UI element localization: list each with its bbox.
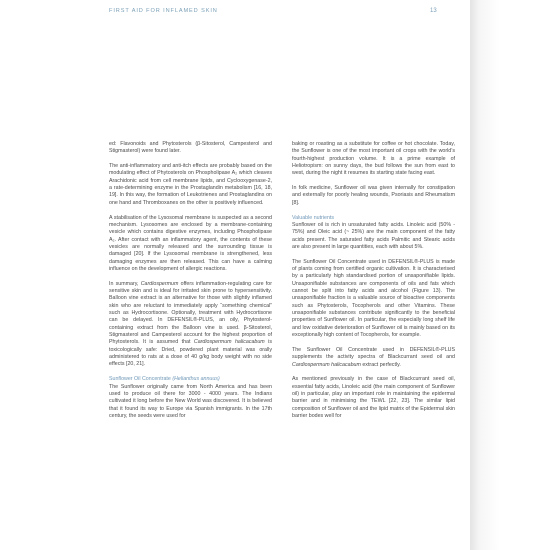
page-edge-shadow — [470, 0, 550, 550]
paragraph: As mentioned previously in the case of Blackcurrant seed oil, essential fatty acids, Linoleic acid (the main component of Sunflower oil) in particular, play an important role in maintaining the epidermal barrier and in minimising the TEWL [22, 23]. The similar lipid composition of Sunflower oil and the lipid matrix of the Epidermal skin barrier bodes well for — [292, 376, 455, 419]
section-heading: Valuable nutrients — [292, 214, 335, 221]
running-head: FIRST AID FOR INFLAMED SKIN — [109, 8, 218, 14]
paragraph: baking or roasting as a substitute for coffee or hot chocolate. Today, the Sunflower is one of the most important oil crops with the world’s fourth-highest production volume. It is a prime example of Heliotropism: on sunny days, the bud follows the sun from east to west, during the night it resumes its starting state facing east. — [292, 141, 455, 177]
paragraph: The Sunflower originally came from North America and has been used to produce oil there for 3000 - 4000 years. The Indians cultivated it long before the New World was discovered. It is believed that it found its way to Europe via Spanish immigrants. In the 17th century, the seeds were used for — [109, 383, 272, 419]
right-column — [292, 141, 455, 428]
page-header — [0, 0, 470, 22]
paragraph: The Sunflower Oil Concentrate used in DEFENSIL®-PLUS supplements the activity spectra of Blackcurrant seed oil and Cardiospermum halicacabum extract perfectly. — [292, 346, 455, 368]
paragraph: The Sunflower Oil Concentrate used in DEFENSIL®-PLUS is made of plants coming from certified organic cultivation. It is characterised by a particularly high standardised portion of unsaponifiable lipids. Unsaponifiable substances are components of oils and fats which cannot be split into fatty acids and alcohol (Figure 13). The unsaponifiable fraction is a valuable source of bioactive components such as Phytosterols, Tocopherols and other Vitamins. These unsaponifiable substances contribute significantly to the beneficial properties of Sunflower oil. In particular, the especially long shelf life and low oxidative deterioration of Sunflower oil is mainly based on its exceptionally high content of Tocopherols, for example. — [292, 258, 455, 339]
paragraph: In summary, Cardiospermum offers inflammation-regulating care for sensitive skin and is ideal for irritated skin prone to hypersensitivity. Balloon vine extract is an alternative for those with slightly inflamed skin who are reluctant to immediately apply “something chemical” such as Hydrocortisone. Optionally, treatment with Hydrocortisone can be delayed. In DEFENSIL®-PLUS, an oily, Phytosterol-containing extract from the Balloon vine is used. β-Sitosterol, Stigmasterol and Campesterol account for the highest proportion of Phytosterols. It is assumed that Cardiospermum halicacabum is toxicologically safe: Dried, powdered plant material was orally administered to rats at a dose of 40 g/kg body weight with no side effects [20, 21]. — [109, 280, 272, 368]
left-column — [109, 141, 272, 428]
section-heading: Sunflower Oil Concentrate (Helianthus annuus) — [109, 376, 220, 383]
paragraph: Sunflower oil is rich in unsaturated fatty acids. Linoleic acid (50% - 75%) and Oleic acid (~ 25%) are the main component of the fatty acids present. The saturated fatty acids Palmitic and Stearic acids are also present in large quantities, each with about 5%. — [292, 221, 455, 250]
paragraph: In folk medicine, Sunflower oil was given internally for constipation and externally for poorly healing wounds, Psoriasis and Rheumatism [8]. — [292, 185, 455, 206]
paragraph: The anti-inflammatory and anti-itch effects are probably based on the modulating effect of Phytosterols on Phospholipase A₂ which cleaves Arachidonic acid from cell membrane lipids, and Cyclooxygenase-2, a rate-determining enzyme in the Prostaglandin metabolism [16, 18, 19]. In this way, the formation of Leukotrienes and Prostaglandins on one hand and Thromboxanes on the other is positively influenced. — [109, 163, 272, 206]
page-number: 13 — [430, 8, 437, 14]
paragraph: A stabilisation of the Lysosomal membrane is suspected as a second mechanism. Lysosomes are enclosed by a membrane-containing vesicle which contains digestive enzymes, including Phospholipase A₂. After contact with an inflammatory agent, the contents of these vesicles are normally released and the surrounding tissue is damaged [20]. If the Lysosomal membrane is strengthened, less damaging enzymes are then released. This can have a calming influence on the development of allergic reactions. — [109, 214, 272, 272]
paragraph: ed: Flavonoids and Phytosterols (β-Sitosterol, Campesterol and Stigmasterol) were found later. — [109, 141, 272, 155]
